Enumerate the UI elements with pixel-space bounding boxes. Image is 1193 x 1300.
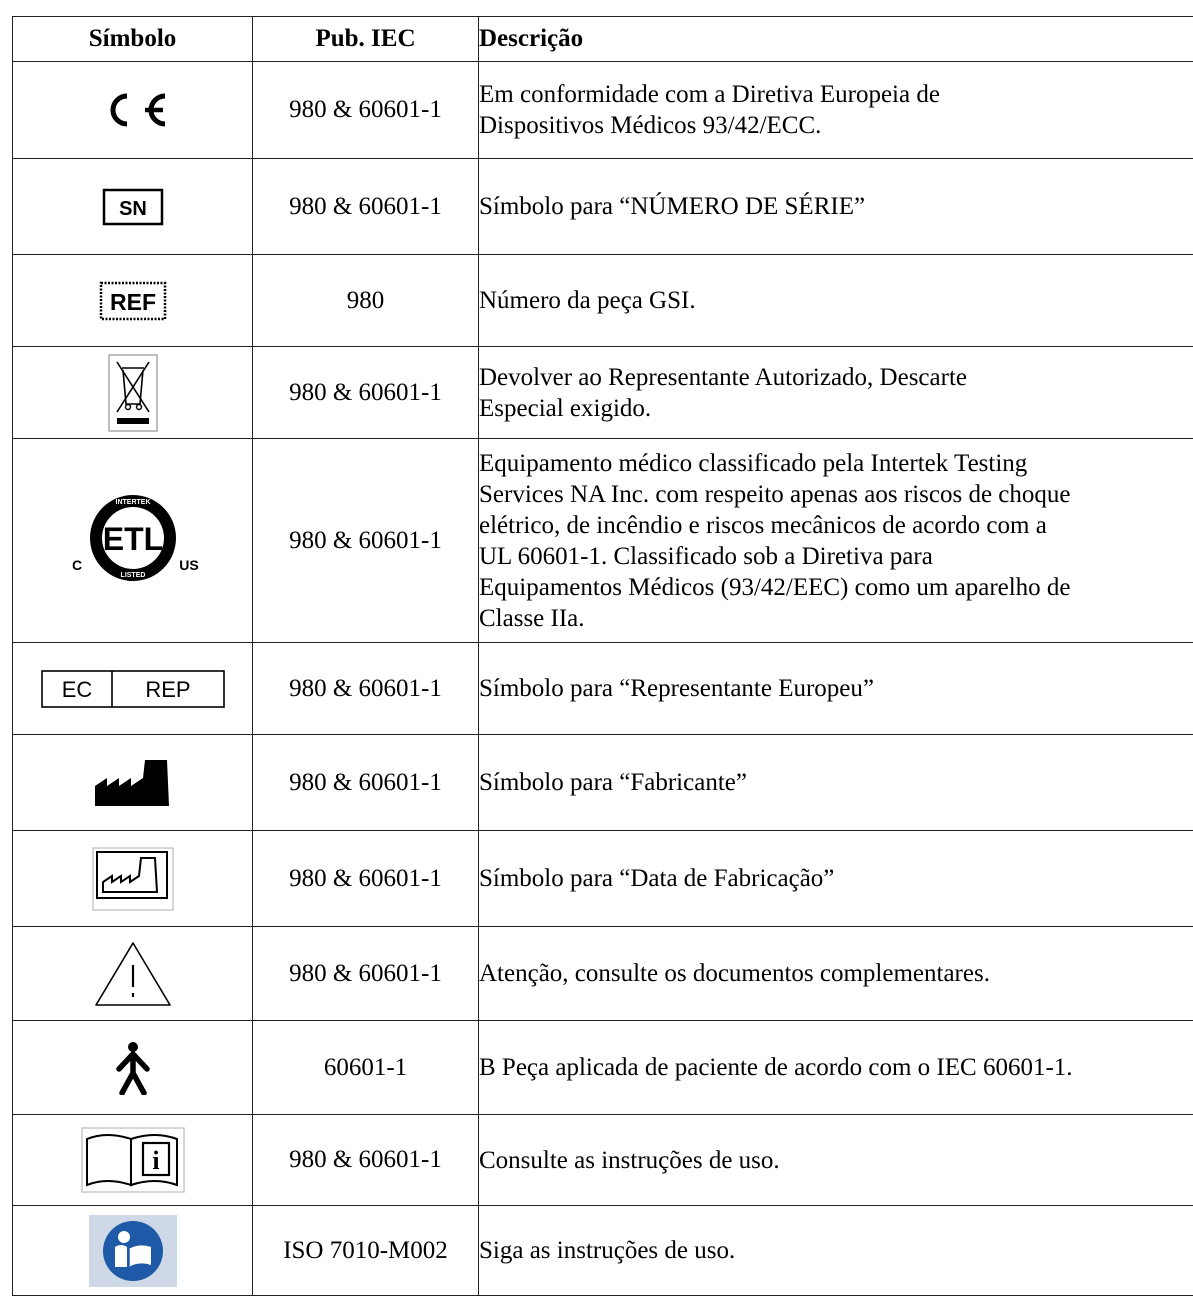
symbol-cell: [13, 347, 253, 439]
type-b-applied-part-icon: [113, 1041, 153, 1095]
etl-top-text: INTERTEK: [115, 498, 150, 506]
pub-cell: 980 & 60601-1: [253, 927, 479, 1021]
pub-cell: 980 & 60601-1: [253, 643, 479, 735]
ce-mark-icon: [93, 90, 173, 130]
description-cell: Consulte as instruções de uso.: [479, 1115, 1193, 1206]
pub-cell: 980 & 60601-1: [253, 159, 479, 255]
description-cell: Símbolo para “NÚMERO DE SÉRIE”: [479, 159, 1193, 255]
table-row: [13, 159, 1193, 255]
description-line: Equipamento médico classificado pela Intertek Testing: [479, 449, 1028, 477]
description-cell: Símbolo para “Fabricante”: [479, 735, 1193, 831]
follow-instructions-icon: [89, 1215, 177, 1287]
warning-triangle-icon: [93, 939, 173, 1009]
pub-cell: 980 & 60601-1: [253, 347, 479, 439]
symbol-cell: [13, 735, 253, 831]
table-row: [13, 927, 1193, 1021]
table-row: [13, 1206, 1193, 1296]
pub-cell: 60601-1: [253, 1021, 479, 1115]
description-line: Especial exigido.: [479, 394, 652, 422]
etl-bottom-text: LISTED: [120, 571, 145, 579]
table-row: [13, 643, 1193, 735]
description-line: Services NA Inc. com respeito apenas aos riscos de choque: [479, 480, 1071, 508]
consult-instructions-book-icon: [81, 1127, 185, 1193]
description-cell: B Peça aplicada de paciente de acordo com o IEC 60601-1.: [479, 1021, 1193, 1115]
pub-cell: 980 & 60601-1: [253, 1115, 479, 1206]
info-letter: i: [151, 1146, 160, 1175]
table-row: [13, 347, 1193, 439]
symbol-cell: [13, 255, 253, 347]
table-row: [13, 1021, 1193, 1115]
description-line: Classe IIa.: [479, 604, 585, 632]
symbol-cell: [13, 439, 253, 643]
symbol-cell: [13, 831, 253, 927]
description-cell: Símbolo para “Data de Fabricação”: [479, 831, 1193, 927]
description-cell: Número da peça GSI.: [479, 255, 1193, 347]
description-cell: [479, 62, 1193, 159]
serial-number-icon: [102, 188, 164, 226]
pub-cell: 980 & 60601-1: [253, 735, 479, 831]
description-line: Devolver ao Representante Autorizado, Descarte: [479, 363, 967, 391]
rep-text: REP: [144, 676, 191, 702]
symbols-table: [12, 16, 1193, 1296]
ec-rep-icon: [40, 669, 226, 709]
etl-center-text: ETL: [102, 520, 163, 557]
pub-cell: 980: [253, 255, 479, 347]
table-row: [13, 439, 1193, 643]
reference-number-text: REF: [109, 288, 156, 315]
table-row: [13, 735, 1193, 831]
date-of-manufacture-icon: [91, 846, 175, 912]
pub-cell: ISO 7010-M002: [253, 1206, 479, 1296]
description-line: elétrico, de incêndio e riscos mecânicos de acordo com a: [479, 511, 1047, 539]
etl-right-text: US: [178, 556, 199, 573]
symbol-cell: [13, 1206, 253, 1296]
header-pub-iec: Pub. IEC: [253, 17, 479, 62]
table-row: [13, 1115, 1193, 1206]
description-line: UL 60601-1. Classificado sob a Diretiva para: [479, 542, 933, 570]
description-line: Dispositivos Médicos 93/42/ECC.: [479, 112, 822, 139]
symbol-cell: [13, 159, 253, 255]
symbol-cell: [13, 1115, 253, 1206]
symbol-cell: [13, 62, 253, 159]
description-cell: Atenção, consulte os documentos complementares.: [479, 927, 1193, 1021]
description-cell: [479, 347, 1193, 439]
description-cell: Símbolo para “Representante Europeu”: [479, 643, 1193, 735]
description-line: Equipamentos Médicos (93/42/EEC) como um aparelho de: [479, 573, 1071, 601]
symbol-cell: [13, 643, 253, 735]
manufacturer-factory-icon: [93, 758, 173, 808]
pub-cell: 980 & 60601-1: [253, 62, 479, 159]
table-row: [13, 62, 1193, 159]
etl-listed-mark-icon: [63, 486, 203, 596]
description-line: Em conformidade com a Diretiva Europeia de: [479, 81, 940, 108]
pub-cell: 980 & 60601-1: [253, 439, 479, 643]
etl-left-text: C: [71, 556, 82, 573]
description-cell: Siga as instruções de uso.: [479, 1206, 1193, 1296]
reference-number-icon: [99, 281, 167, 321]
ec-text: EC: [61, 676, 92, 702]
weee-crossed-bin-icon: [108, 354, 158, 432]
pub-cell: 980 & 60601-1: [253, 831, 479, 927]
table-row: [13, 255, 1193, 347]
description-cell: [479, 439, 1193, 643]
symbol-cell: [13, 927, 253, 1021]
header-symbol: Símbolo: [13, 17, 253, 62]
symbol-cell: [13, 1021, 253, 1115]
header-description: Descrição: [479, 17, 1193, 62]
serial-number-text: SN: [118, 197, 147, 220]
table-row: [13, 831, 1193, 927]
table-header-row: [13, 17, 1193, 62]
